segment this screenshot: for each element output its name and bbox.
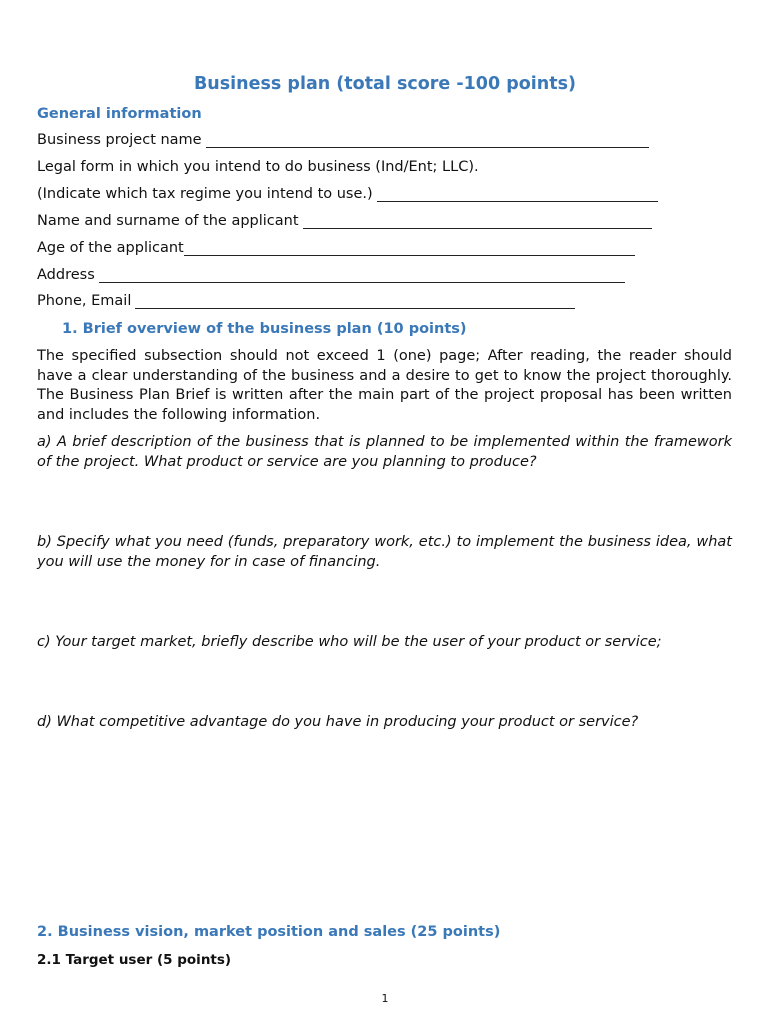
- phone-email-label: Phone, Email: [37, 293, 132, 309]
- legal-form-field: [37, 159, 479, 175]
- phone-email-field: [37, 293, 575, 309]
- phone-email-blank-line[interactable]: [135, 294, 575, 309]
- question-b: b) Specify what you need (funds, preparatory work, etc.) to implement the business idea, what you will use the money for in case of financing.: [37, 534, 732, 570]
- question-a: a) A brief description of the business that is planned to be implemented within the framework of the project. What product or service are you planning to produce?: [37, 434, 732, 470]
- section-2-1-heading: 2.1 Target user (5 points): [37, 952, 232, 968]
- project-name-blank-line[interactable]: [206, 133, 649, 148]
- document-title: Business plan (total score -100 points): [193, 74, 577, 94]
- applicant-name-blank-line[interactable]: [303, 214, 652, 229]
- page-number: 1: [381, 992, 389, 1005]
- address-blank-line[interactable]: [99, 268, 625, 283]
- section-1-intro-paragraph: The specified subsection should not exceed 1 (one) page; After reading, the reader should have a clear understanding of the business and a desire to get to know the project thoroughly. The Business Plan Brief is written after the main part of the project proposal has been written and includes the following information.: [37, 348, 732, 423]
- tax-regime-field: [37, 186, 658, 202]
- applicant-age-blank-line[interactable]: [184, 241, 635, 256]
- address-field: [37, 267, 625, 283]
- applicant-name-field: [37, 213, 652, 229]
- question-c: c) Your target market, briefly describe who will be the user of your product or service;: [37, 634, 662, 650]
- project-name-field: [37, 132, 649, 148]
- tax-regime-label: (Indicate which tax regime you intend to use.): [37, 186, 373, 202]
- section-1-heading: 1. Brief overview of the business plan (10 points): [62, 321, 467, 337]
- legal-form-label: Legal form in which you intend to do business (Ind/Ent; LLC).: [37, 159, 479, 175]
- applicant-name-label: Name and surname of the applicant: [37, 213, 299, 229]
- address-label: Address: [37, 267, 95, 283]
- general-information-heading: General information: [37, 106, 202, 122]
- tax-regime-blank-line[interactable]: [377, 187, 658, 202]
- project-name-label: Business project name: [37, 132, 202, 148]
- question-d: d) What competitive advantage do you have in producing your product or service?: [37, 714, 639, 730]
- applicant-age-label: Age of the applicant: [37, 240, 184, 256]
- section-2-heading: 2. Business vision, market position and sales (25 points): [37, 924, 501, 940]
- applicant-age-field: [37, 240, 635, 256]
